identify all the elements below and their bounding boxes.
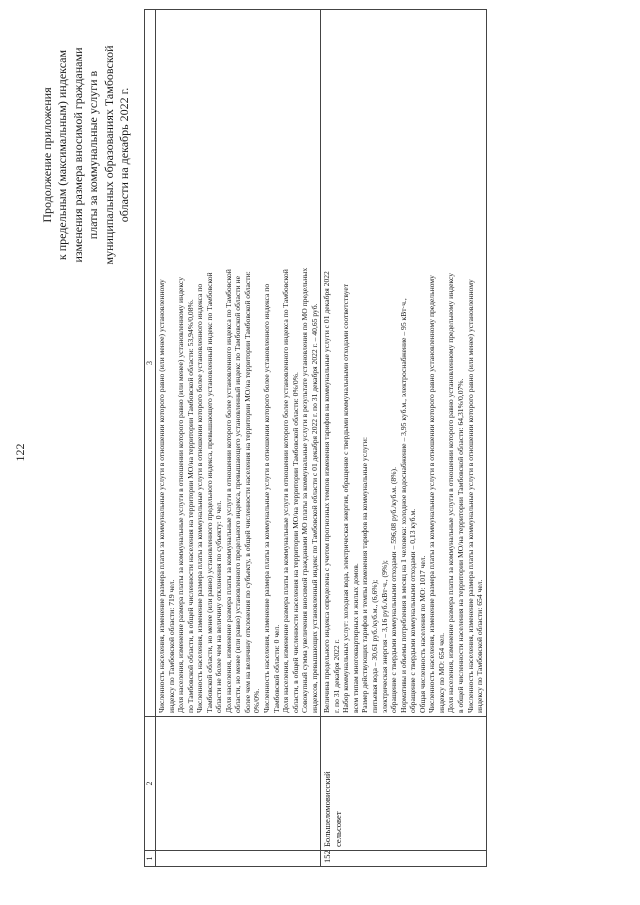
- text-line: области, но менее (или равно) установленного предельного индекса, превышающего установленный индекс по Тамбовской области не: [233, 276, 243, 713]
- text-line: питьевая вода – 30,61 руб./куб.м., (6,6%);: [370, 579, 380, 713]
- text-line: Доля населения, изменение размера платы за коммунальные услуги в отношении которого более установленного индекса по Тамбовской: [281, 269, 291, 713]
- text-line: Набор коммунальных услуг: холодная вода, электрическая энергия, обращение с твердыми коммунальными отходами соответствует: [341, 283, 351, 713]
- table-row-continued: [156, 10, 321, 867]
- row-number-cell: [156, 851, 321, 867]
- text-line: Тамбовской области, но менее (или равно) установленного предельного индекса, превышающего установленный индекс по Тамбовской: [204, 272, 214, 713]
- municipality-cell: [156, 717, 321, 851]
- text-line: обращение с твердыми коммунальными отходами – 596,08 руб./куб.м. (8%).: [389, 467, 399, 713]
- heading-line: к предельным (максимальным) индексам: [55, 49, 70, 261]
- text-line: обращение с твердыми коммунальными отходами – 0,13 куб.м.: [408, 508, 418, 713]
- text-line: Размер действующих тарифов и темпы изменения тарифов на коммунальные услуги:: [360, 437, 370, 713]
- text-line: Доля населения, изменение размера платы за коммунальные услуги в отношении которого равно установленному предельному индексу: [446, 272, 456, 713]
- heading-line: платы за коммунальные услуги в: [86, 70, 101, 240]
- description-cell: [156, 10, 321, 717]
- text-line: Численность населения, изменение размера платы за коммунальные услуги в отношении которого равно установленному предельному: [427, 275, 437, 713]
- column-number: 1: [145, 851, 156, 867]
- text-line: индексу по МО: 654 чел.: [436, 633, 446, 713]
- text-line: индексу по Тамбовской области: 719 чел.: [166, 579, 176, 713]
- text-line: всем типам многоквартирных и жилых домов.: [350, 563, 360, 713]
- text-line: в общей численности населения на территории МО/на территории Тамбовской области: 64,31%/0,07%.: [455, 378, 465, 713]
- municipality-name: [321, 717, 486, 851]
- text-line: более чем на величину отклонения по субъекту, в общей численности населения на территории МО/на территории Тамбовской области:: [242, 271, 252, 713]
- heading-line: области на декабрь 2022 г.: [117, 87, 132, 223]
- municipality-name-line: Большеломовисский: [322, 771, 333, 847]
- text-line: Численность населения, изменение размера платы за коммунальные услуги в отношении которого равно (или менее) установленному: [157, 279, 166, 713]
- text-line: области, в общей численности населения на территории МО/на территории Тамбовской области: 0%/0%.: [290, 372, 300, 713]
- text-line: области не более чем на величину отклонения по субъекту: 0 чел.: [214, 500, 224, 713]
- heading-line: Продолжение приложения: [40, 87, 54, 223]
- page-number: 122: [13, 443, 27, 462]
- text-line: Совокупный сумма увеличения вносимой гражданами МО платы за коммунальные услуги в результате установления по МО предельных: [300, 267, 310, 713]
- text-line: 0%/0%.: [252, 688, 262, 713]
- text-line: электрическая энергия – 3,16 руб./кВт·ч., (9%);: [379, 560, 389, 713]
- column-number-row: [145, 10, 156, 867]
- text-line: индексов, превышающих установленный индекс по Тамбовской области с 01 декабря 2022 г. по 31 декабря 2022 г. – 40,65 руб.: [309, 303, 319, 713]
- text-line: Доля населения, изменение размера платы за коммунальные услуги в отношении которого равно (или менее) установленному индексу: [176, 277, 186, 713]
- indices-table: [144, 9, 487, 867]
- text-line: по Тамбовской области, в общей численности населения на территории МО/на территории Тамбовской области: 53,94%/0,08%.: [185, 299, 195, 713]
- column-number: 2: [145, 717, 156, 851]
- text-line: Численность населения, изменение размера платы за коммунальные услуги в отношении которого равно (или менее) установленному: [465, 279, 475, 713]
- text-line: г. по 31 декабря 2022 г.: [331, 639, 341, 713]
- heading-line: изменения размера вносимой гражданами: [70, 47, 85, 263]
- text-line: Численность населения, изменение размера платы за коммунальные услуги в отношении которого более установленного индекса по: [262, 283, 272, 713]
- heading-line: муниципальных образованиях Тамбовской: [101, 45, 116, 265]
- text-line: индексу по Тамбовской области: 654 чел.: [475, 579, 485, 713]
- text-line: Общая численность населения по МО: 1017 чел.: [417, 555, 427, 713]
- description-cell: [321, 10, 486, 717]
- row-number: 152: [321, 851, 486, 867]
- text-line: Величина предельного индекса определена с учетом прогнозных темпов изменения тарифов на коммунальные услуги с 01 декабря 2022: [322, 271, 332, 713]
- municipality-name-line: сельсовет: [333, 811, 344, 847]
- column-number: 3: [145, 10, 156, 717]
- appendix-heading: [40, 30, 132, 280]
- text-line: Доля населения, изменение размера платы за коммунальные услуги в отношении которого более установленного индекса по Тамбовской: [223, 269, 233, 713]
- text-line: Тамбовской области: 0 чел.: [271, 624, 281, 713]
- text-line: Численность населения, изменение размера платы за коммунальные услуги в отношении которого более установленного индекса по: [195, 283, 205, 713]
- table-row: [321, 10, 486, 867]
- text-line: Нормативы и объемы потребления в месяц на 1 человека: холодное водоснабжение – 3,95 куб.м., электроснабжение – 95 кВт·ч.,: [398, 298, 408, 713]
